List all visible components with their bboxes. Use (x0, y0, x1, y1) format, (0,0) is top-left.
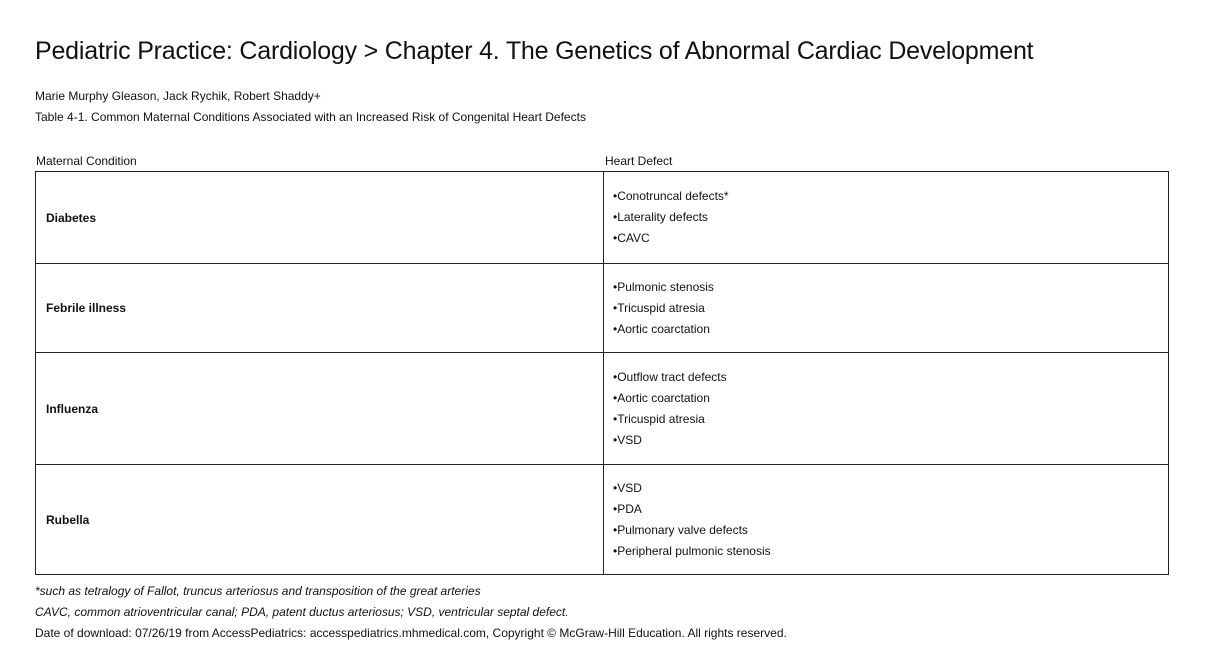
defects-cell (604, 353, 1168, 464)
column-header-heart-defect: Heart Defect (605, 154, 673, 168)
defect-item: •Aortic coarctation (613, 390, 710, 405)
table-row (36, 263, 1168, 352)
footnote-abbreviations: CAVC, common atrioventricular canal; PDA, patent ductus arteriosus; VSD, ventricular septal defect. (35, 605, 569, 619)
defect-item: •VSD (613, 432, 642, 447)
defect-item: •Aortic coarctation (613, 321, 710, 336)
defect-item: •Tricuspid atresia (613, 411, 705, 426)
defect-item: •Pulmonic stenosis (613, 279, 714, 294)
column-header-maternal-condition: Maternal Condition (36, 154, 137, 168)
condition-cell: Influenza (36, 353, 604, 464)
page-title: Pediatric Practice: Cardiology > Chapter 4. The Genetics of Abnormal Cardiac Development (35, 37, 1034, 65)
defects-cell (604, 172, 1168, 263)
table-row (36, 352, 1168, 464)
defects-cell (604, 465, 1168, 574)
footnote-conotruncal: *such as tetralogy of Fallot, truncus arteriosus and transposition of the great arteries (35, 584, 481, 598)
defect-item: •CAVC (613, 231, 650, 245)
table-row (36, 172, 1168, 263)
defect-item: •VSD (613, 480, 642, 495)
defect-item: •Pulmonary valve defects (613, 522, 748, 537)
defect-item: •PDA (613, 501, 642, 516)
defect-item: •Conotruncal defects* (613, 189, 729, 203)
defect-item: •Outflow tract defects (613, 369, 727, 384)
defect-item: •Laterality defects (613, 210, 708, 224)
defects-cell (604, 264, 1168, 352)
defect-item: •Peripheral pulmonic stenosis (613, 543, 771, 558)
condition-cell: Rubella (36, 465, 604, 574)
table-row (36, 464, 1168, 574)
defect-item: •Tricuspid atresia (613, 300, 705, 315)
conditions-table (35, 171, 1169, 575)
condition-cell: Febrile illness (36, 264, 604, 352)
download-copyright-line: Date of download: 07/26/19 from AccessPediatrics: accesspediatrics.mhmedical.com, Copyright © McGraw-Hill Education. All rights reserved. (35, 626, 787, 640)
authors-line: Marie Murphy Gleason, Jack Rychik, Robert Shaddy+ (35, 89, 321, 103)
condition-cell: Diabetes (36, 172, 604, 263)
table-caption: Table 4-1. Common Maternal Conditions Associated with an Increased Risk of Congenital Heart Defects (35, 110, 586, 124)
